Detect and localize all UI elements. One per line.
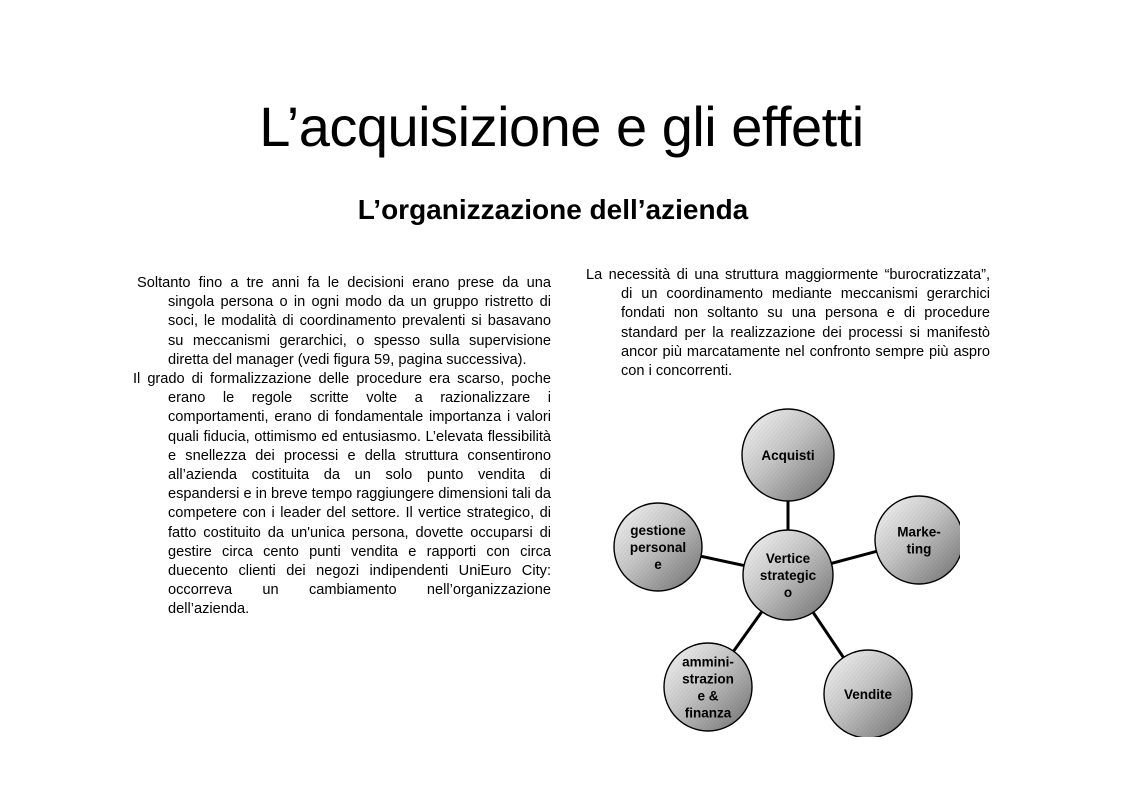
- diagram-nodes: [614, 409, 960, 737]
- node-label-line: o: [783, 585, 793, 600]
- node-label-line: gestione: [630, 523, 686, 538]
- node-acquisti: [742, 409, 834, 501]
- left-paragraph-1: Soltanto fino a tre anni fa le decisioni erano prese da una singola persona o in ogni modo da un gruppo ristretto di soci, le modalità di coordinamento prevalenti si basavano su meccanismi gerarchici, o spesso sulla supervisione diretta del manager (vedi figura 59, pagina successiva).: [137, 275, 551, 368]
- node-label-line: finanza: [684, 705, 732, 721]
- node-label-line: Vendite: [843, 687, 893, 702]
- left-text-column: [133, 274, 551, 620]
- node-marketing: [875, 496, 960, 584]
- node-gestione: [614, 503, 702, 591]
- page-title: L’acquisizione e gli effetti: [259, 95, 864, 158]
- node-label-line: ammini-: [682, 654, 734, 670]
- left-paragraph-2: Il grado di formalizzazione delle procedure era scarso, poche erano le regole scritte volte a razionalizzare i comportamenti, erano di fondamentale importanza i valori quali fiducia, ottimismo ed entusiasmo. L’elevata flessibilità e snellezza dei processi e della struttura consentirono all’azienda costituita da un solo punto vendita di espandersi e in breve tempo raggiungere dimensioni tali da competere con i leader del settore. Il vertice strategico, di fatto costituito da un'unica persona, dovette occuparsi di gestire circa cento punti vendita e rapporti con circa duecento clienti dei negozi indipendenti UniEuro City: occorreva un cambiamento nell’organizzazione dell’azienda.: [133, 371, 551, 618]
- node-vendite: [824, 650, 912, 737]
- node-label-line: strategic: [759, 568, 817, 583]
- node-label-line: Marke-: [897, 524, 941, 540]
- page-subtitle: L’organizzazione dell’azienda: [357, 194, 749, 225]
- node-amministrazione: [664, 643, 752, 731]
- node-label-line: Vertice: [765, 551, 811, 566]
- right-paragraph-1: La necessità di una struttura maggiormente “burocratizzata”, di un coordinamento mediante meccanismi gerarchici fondati non soltanto su una persona e di procedure standard per la realizzazione dei processi si manifestò ancor più marcatamente nel confronto sempre più aspro con i concorrenti.: [586, 267, 990, 380]
- node-label-line: personal: [629, 540, 687, 555]
- node-vertice-strategico: [743, 530, 833, 620]
- node-label-line: Acquisti: [761, 448, 815, 463]
- node-label-line: strazion: [682, 671, 734, 687]
- node-label-line: e: [654, 557, 662, 572]
- node-label-line: e &: [697, 688, 719, 704]
- node-label-line: ting: [906, 541, 932, 557]
- right-text-column: [586, 266, 990, 381]
- org-chart-diagram: [600, 392, 960, 737]
